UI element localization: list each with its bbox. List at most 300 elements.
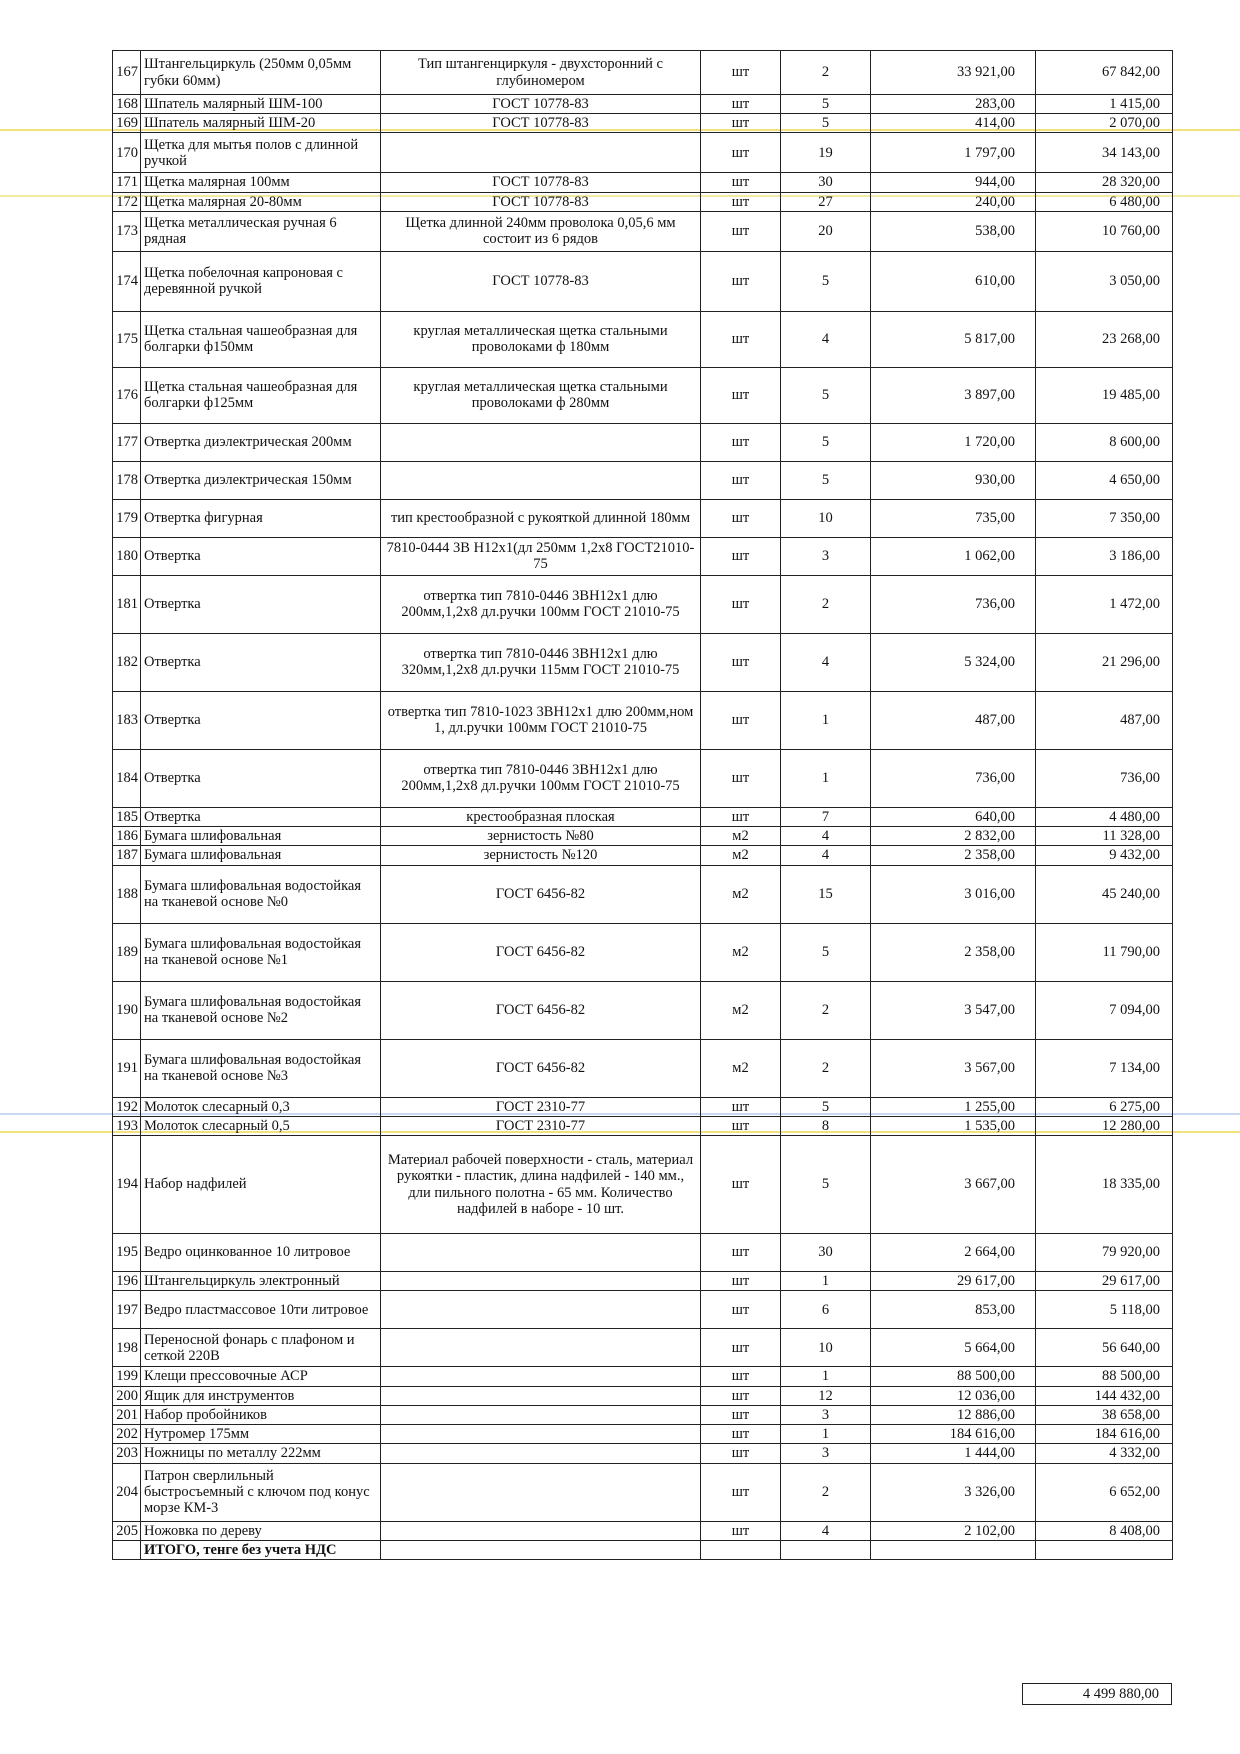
row-number: 193 <box>113 1116 141 1135</box>
total-empty-cell <box>1036 1540 1173 1559</box>
item-price: 29 617,00 <box>871 1272 1036 1291</box>
table-row <box>113 1097 1173 1116</box>
item-price: 1 255,00 <box>871 1097 1036 1116</box>
item-name: Шпатель малярный ШМ-100 <box>141 95 381 114</box>
item-spec <box>381 1444 701 1463</box>
item-sum: 10 760,00 <box>1036 211 1173 251</box>
item-sum: 38 658,00 <box>1036 1405 1173 1424</box>
table-row <box>113 95 1173 114</box>
table-row <box>113 633 1173 691</box>
table-row <box>113 1463 1173 1521</box>
item-sum: 11 328,00 <box>1036 827 1173 846</box>
item-name: Ведро пластмассовое 10ти литровое <box>141 1291 381 1329</box>
row-number: 190 <box>113 981 141 1039</box>
item-quantity: 6 <box>781 1291 871 1329</box>
item-spec: ГОСТ 10778-83 <box>381 95 701 114</box>
item-quantity: 5 <box>781 367 871 423</box>
row-number: 177 <box>113 423 141 461</box>
item-spec <box>381 461 701 499</box>
item-spec <box>381 1367 701 1386</box>
item-spec <box>381 1329 701 1367</box>
row-number: 181 <box>113 575 141 633</box>
item-unit: шт <box>701 1463 781 1521</box>
price-table <box>112 50 1173 1560</box>
item-name: Отвертка <box>141 691 381 749</box>
item-unit: шт <box>701 1116 781 1135</box>
item-name: Отвертка <box>141 749 381 807</box>
item-price: 538,00 <box>871 211 1036 251</box>
item-price: 3 326,00 <box>871 1463 1036 1521</box>
item-spec: ГОСТ 10778-83 <box>381 173 701 192</box>
item-unit: шт <box>701 1234 781 1272</box>
table-row <box>113 846 1173 865</box>
table-row <box>113 1272 1173 1291</box>
item-name: Отвертка диэлектрическая 200мм <box>141 423 381 461</box>
item-name: Ножницы по металлу 222мм <box>141 1444 381 1463</box>
table-row <box>113 1425 1173 1444</box>
item-spec: отвертка тип 7810-1023 3ВН12х1 длю 200мм,ном 1, дл.ручки 100мм ГОСТ 21010-75 <box>381 691 701 749</box>
item-spec: ГОСТ 6456-82 <box>381 981 701 1039</box>
item-sum: 7 134,00 <box>1036 1039 1173 1097</box>
total-label: ИТОГО, тенге без учета НДС <box>141 1540 381 1559</box>
item-quantity: 1 <box>781 749 871 807</box>
item-sum: 11 790,00 <box>1036 923 1173 981</box>
item-name: Щетка для мытья полов с длинной ручкой <box>141 133 381 173</box>
item-name: Щетка металлическая ручная 6 рядная <box>141 211 381 251</box>
row-number: 191 <box>113 1039 141 1097</box>
item-quantity: 5 <box>781 423 871 461</box>
item-price: 736,00 <box>871 749 1036 807</box>
item-name: Отвертка <box>141 633 381 691</box>
item-price: 3 567,00 <box>871 1039 1036 1097</box>
item-spec <box>381 1521 701 1540</box>
item-price: 1 535,00 <box>871 1116 1036 1135</box>
item-unit: шт <box>701 633 781 691</box>
item-unit: шт <box>701 423 781 461</box>
item-sum: 3 186,00 <box>1036 537 1173 575</box>
item-price: 184 616,00 <box>871 1425 1036 1444</box>
table-row <box>113 114 1173 133</box>
item-sum: 7 094,00 <box>1036 981 1173 1039</box>
grand-total-value: 4 499 880,00 <box>1022 1683 1172 1705</box>
table-row <box>113 807 1173 826</box>
item-quantity: 4 <box>781 1521 871 1540</box>
item-name: Отвертка <box>141 537 381 575</box>
row-number: 167 <box>113 51 141 95</box>
item-spec: ГОСТ 6456-82 <box>381 865 701 923</box>
item-unit: шт <box>701 133 781 173</box>
item-price: 2 358,00 <box>871 846 1036 865</box>
item-unit: шт <box>701 1136 781 1234</box>
table-row <box>113 251 1173 311</box>
item-quantity: 3 <box>781 1444 871 1463</box>
item-quantity: 1 <box>781 1425 871 1444</box>
item-quantity: 5 <box>781 114 871 133</box>
row-number: 173 <box>113 211 141 251</box>
table-row <box>113 461 1173 499</box>
item-unit: шт <box>701 211 781 251</box>
item-price: 3 897,00 <box>871 367 1036 423</box>
item-quantity: 4 <box>781 311 871 367</box>
row-number: 196 <box>113 1272 141 1291</box>
row-number: 205 <box>113 1521 141 1540</box>
table-row <box>113 981 1173 1039</box>
table-row <box>113 192 1173 211</box>
item-price: 2 358,00 <box>871 923 1036 981</box>
item-spec <box>381 1291 701 1329</box>
item-name: Бумага шлифовальная водостойкая на тканевой основе №1 <box>141 923 381 981</box>
table-row <box>113 1405 1173 1424</box>
item-quantity: 3 <box>781 1405 871 1424</box>
item-sum: 8 408,00 <box>1036 1521 1173 1540</box>
item-spec: ГОСТ 10778-83 <box>381 251 701 311</box>
row-number: 200 <box>113 1386 141 1405</box>
item-unit: шт <box>701 251 781 311</box>
item-unit: м2 <box>701 846 781 865</box>
item-unit: шт <box>701 1272 781 1291</box>
item-name: Бумага шлифовальная <box>141 846 381 865</box>
item-unit: шт <box>701 749 781 807</box>
table-row <box>113 1444 1173 1463</box>
row-number: 182 <box>113 633 141 691</box>
item-name: Отвертка фигурная <box>141 499 381 537</box>
price-table-body <box>113 51 1173 1560</box>
item-unit: шт <box>701 537 781 575</box>
item-sum: 45 240,00 <box>1036 865 1173 923</box>
item-spec: крестообразная плоская <box>381 807 701 826</box>
item-spec <box>381 1386 701 1405</box>
item-name: Щетка малярная 20-80мм <box>141 192 381 211</box>
total-empty-cell <box>381 1540 701 1559</box>
item-quantity: 8 <box>781 1116 871 1135</box>
item-unit: м2 <box>701 923 781 981</box>
item-sum: 56 640,00 <box>1036 1329 1173 1367</box>
item-spec <box>381 1405 701 1424</box>
table-row <box>113 865 1173 923</box>
item-name: Патрон сверлильный быстросъемный с ключом под конус морзе КМ-3 <box>141 1463 381 1521</box>
item-price: 610,00 <box>871 251 1036 311</box>
table-row <box>113 423 1173 461</box>
item-sum: 79 920,00 <box>1036 1234 1173 1272</box>
row-number: 175 <box>113 311 141 367</box>
item-sum: 184 616,00 <box>1036 1425 1173 1444</box>
row-number: 170 <box>113 133 141 173</box>
item-price: 414,00 <box>871 114 1036 133</box>
item-price: 735,00 <box>871 499 1036 537</box>
item-spec: ГОСТ 2310-77 <box>381 1097 701 1116</box>
item-price: 640,00 <box>871 807 1036 826</box>
item-name: Ведро оцинкованное 10 литровое <box>141 1234 381 1272</box>
item-sum: 9 432,00 <box>1036 846 1173 865</box>
row-number: 202 <box>113 1425 141 1444</box>
row-number: 178 <box>113 461 141 499</box>
item-unit: шт <box>701 461 781 499</box>
row-number: 187 <box>113 846 141 865</box>
item-quantity: 12 <box>781 1386 871 1405</box>
item-price: 5 817,00 <box>871 311 1036 367</box>
item-sum: 28 320,00 <box>1036 173 1173 192</box>
item-sum: 4 650,00 <box>1036 461 1173 499</box>
item-name: Щетка побелочная капроновая с деревянной ручкой <box>141 251 381 311</box>
item-price: 736,00 <box>871 575 1036 633</box>
item-quantity: 4 <box>781 827 871 846</box>
item-price: 5 664,00 <box>871 1329 1036 1367</box>
item-price: 3 667,00 <box>871 1136 1036 1234</box>
item-spec: Материал рабочей поверхности - сталь, материал рукоятки - пластик, длина надфилей - 140 мм., дли пильного полотна - 65 мм. Количество надфилей в наборе - 10 шт. <box>381 1136 701 1234</box>
item-name: Штангельциркуль электронный <box>141 1272 381 1291</box>
item-quantity: 3 <box>781 537 871 575</box>
table-row <box>113 499 1173 537</box>
row-number: 172 <box>113 192 141 211</box>
table-row <box>113 1367 1173 1386</box>
item-unit: шт <box>701 192 781 211</box>
item-quantity: 10 <box>781 499 871 537</box>
item-spec <box>381 423 701 461</box>
item-quantity: 1 <box>781 1272 871 1291</box>
row-number: 201 <box>113 1405 141 1424</box>
total-empty-cell <box>781 1540 871 1559</box>
item-price: 3 016,00 <box>871 865 1036 923</box>
item-price: 930,00 <box>871 461 1036 499</box>
row-number: 183 <box>113 691 141 749</box>
item-price: 240,00 <box>871 192 1036 211</box>
item-spec: ГОСТ 10778-83 <box>381 192 701 211</box>
item-unit: шт <box>701 1444 781 1463</box>
table-row <box>113 923 1173 981</box>
row-number: 204 <box>113 1463 141 1521</box>
item-spec: зернистость №80 <box>381 827 701 846</box>
item-price: 1 444,00 <box>871 1444 1036 1463</box>
item-price: 1 720,00 <box>871 423 1036 461</box>
item-spec: зернистость №120 <box>381 846 701 865</box>
item-quantity: 2 <box>781 981 871 1039</box>
item-spec: круглая металлическая щетка стальными проволоками ф 280мм <box>381 367 701 423</box>
item-price: 12 886,00 <box>871 1405 1036 1424</box>
item-price: 944,00 <box>871 173 1036 192</box>
row-number: 169 <box>113 114 141 133</box>
table-row <box>113 367 1173 423</box>
table-row <box>113 1329 1173 1367</box>
item-sum: 18 335,00 <box>1036 1136 1173 1234</box>
item-quantity: 10 <box>781 1329 871 1367</box>
item-sum: 7 350,00 <box>1036 499 1173 537</box>
table-row <box>113 211 1173 251</box>
item-name: Переносной фонарь с плафоном и сеткой 220В <box>141 1329 381 1367</box>
item-unit: м2 <box>701 981 781 1039</box>
item-spec <box>381 1272 701 1291</box>
item-unit: шт <box>701 51 781 95</box>
item-quantity: 5 <box>781 1097 871 1116</box>
table-row <box>113 1291 1173 1329</box>
table-row <box>113 311 1173 367</box>
item-price: 12 036,00 <box>871 1386 1036 1405</box>
item-sum: 1 472,00 <box>1036 575 1173 633</box>
item-name: Отвертка <box>141 575 381 633</box>
item-spec <box>381 1234 701 1272</box>
item-spec: ГОСТ 10778-83 <box>381 114 701 133</box>
item-spec: отвертка тип 7810-0446 3ВН12х1 длю 200мм,1,2х8 дл.ручки 100мм ГОСТ 21010-75 <box>381 575 701 633</box>
item-sum: 6 275,00 <box>1036 1097 1173 1116</box>
item-sum: 2 070,00 <box>1036 114 1173 133</box>
item-price: 487,00 <box>871 691 1036 749</box>
item-unit: шт <box>701 95 781 114</box>
table-row <box>113 51 1173 95</box>
item-unit: шт <box>701 1386 781 1405</box>
row-number: 184 <box>113 749 141 807</box>
item-name: Штангельциркуль (250мм 0,05мм губки 60мм) <box>141 51 381 95</box>
item-name: Набор надфилей <box>141 1136 381 1234</box>
item-sum: 67 842,00 <box>1036 51 1173 95</box>
item-unit: шт <box>701 1425 781 1444</box>
total-empty-cell <box>871 1540 1036 1559</box>
item-sum: 3 050,00 <box>1036 251 1173 311</box>
item-spec: Щетка длинной 240мм проволока 0,05,6 мм состоит из 6 рядов <box>381 211 701 251</box>
item-spec: ГОСТ 6456-82 <box>381 1039 701 1097</box>
item-name: Молоток слесарный 0,5 <box>141 1116 381 1135</box>
item-name: Бумага шлифовальная <box>141 827 381 846</box>
row-number: 168 <box>113 95 141 114</box>
item-sum: 1 415,00 <box>1036 95 1173 114</box>
item-spec: Тип штангенциркуля - двухсторонний с глубиномером <box>381 51 701 95</box>
item-sum: 736,00 <box>1036 749 1173 807</box>
item-name: Щетка стальная чашеобразная для болгарки ф125мм <box>141 367 381 423</box>
item-spec <box>381 133 701 173</box>
table-row <box>113 1521 1173 1540</box>
row-number: 199 <box>113 1367 141 1386</box>
row-number: 194 <box>113 1136 141 1234</box>
table-row <box>113 749 1173 807</box>
item-sum: 144 432,00 <box>1036 1386 1173 1405</box>
item-quantity: 27 <box>781 192 871 211</box>
item-unit: шт <box>701 1521 781 1540</box>
item-price: 33 921,00 <box>871 51 1036 95</box>
row-number: 195 <box>113 1234 141 1272</box>
item-quantity: 30 <box>781 173 871 192</box>
row-number: 179 <box>113 499 141 537</box>
item-name: Отвертка <box>141 807 381 826</box>
item-quantity: 5 <box>781 251 871 311</box>
item-unit: м2 <box>701 1039 781 1097</box>
table-row <box>113 133 1173 173</box>
item-quantity: 1 <box>781 1367 871 1386</box>
item-spec: тип крестообразной с рукояткой длинной 180мм <box>381 499 701 537</box>
item-quantity: 15 <box>781 865 871 923</box>
item-quantity: 19 <box>781 133 871 173</box>
item-name: Молоток слесарный 0,3 <box>141 1097 381 1116</box>
item-name: Щетка стальная чашеобразная для болгарки ф150мм <box>141 311 381 367</box>
item-sum: 29 617,00 <box>1036 1272 1173 1291</box>
item-quantity: 2 <box>781 1463 871 1521</box>
item-unit: м2 <box>701 865 781 923</box>
item-sum: 4 480,00 <box>1036 807 1173 826</box>
row-number: 189 <box>113 923 141 981</box>
item-unit: шт <box>701 173 781 192</box>
table-row <box>113 691 1173 749</box>
item-name: Ножовка по дереву <box>141 1521 381 1540</box>
item-unit: шт <box>701 1097 781 1116</box>
item-quantity: 5 <box>781 95 871 114</box>
item-spec: ГОСТ 6456-82 <box>381 923 701 981</box>
item-quantity: 2 <box>781 575 871 633</box>
item-spec: отвертка тип 7810-0446 3ВН12х1 длю 200мм,1,2х8 дл.ручки 100мм ГОСТ 21010-75 <box>381 749 701 807</box>
item-quantity: 5 <box>781 1136 871 1234</box>
item-spec: круглая металлическая щетка стальными проволоками ф 180мм <box>381 311 701 367</box>
item-name: Отвертка диэлектрическая 150мм <box>141 461 381 499</box>
item-sum: 12 280,00 <box>1036 1116 1173 1135</box>
item-price: 853,00 <box>871 1291 1036 1329</box>
item-sum: 34 143,00 <box>1036 133 1173 173</box>
item-price: 3 547,00 <box>871 981 1036 1039</box>
item-quantity: 2 <box>781 51 871 95</box>
item-sum: 4 332,00 <box>1036 1444 1173 1463</box>
total-empty-cell <box>113 1540 141 1559</box>
item-sum: 88 500,00 <box>1036 1367 1173 1386</box>
table-row <box>113 1234 1173 1272</box>
row-number: 176 <box>113 367 141 423</box>
item-spec: 7810-0444 3В Н12х1(дл 250мм 1,2х8 ГОСТ21010-75 <box>381 537 701 575</box>
item-unit: шт <box>701 367 781 423</box>
item-sum: 487,00 <box>1036 691 1173 749</box>
total-empty-cell <box>701 1540 781 1559</box>
item-spec <box>381 1463 701 1521</box>
table-row <box>113 575 1173 633</box>
item-price: 1 062,00 <box>871 537 1036 575</box>
table-row <box>113 1386 1173 1405</box>
item-quantity: 4 <box>781 633 871 691</box>
table-row <box>113 173 1173 192</box>
row-number: 203 <box>113 1444 141 1463</box>
item-sum: 19 485,00 <box>1036 367 1173 423</box>
item-price: 283,00 <box>871 95 1036 114</box>
table-row <box>113 537 1173 575</box>
item-quantity: 30 <box>781 1234 871 1272</box>
item-unit: шт <box>701 1291 781 1329</box>
row-number: 174 <box>113 251 141 311</box>
item-quantity: 20 <box>781 211 871 251</box>
item-name: Набор пробойников <box>141 1405 381 1424</box>
row-number: 171 <box>113 173 141 192</box>
table-row <box>113 1039 1173 1097</box>
item-unit: шт <box>701 114 781 133</box>
item-name: Клещи прессовочные АСР <box>141 1367 381 1386</box>
item-price: 2 832,00 <box>871 827 1036 846</box>
item-name: Щетка малярная 100мм <box>141 173 381 192</box>
item-unit: шт <box>701 311 781 367</box>
row-number: 185 <box>113 807 141 826</box>
item-name: Бумага шлифовальная водостойкая на тканевой основе №3 <box>141 1039 381 1097</box>
item-price: 5 324,00 <box>871 633 1036 691</box>
item-sum: 6 652,00 <box>1036 1463 1173 1521</box>
item-price: 2 664,00 <box>871 1234 1036 1272</box>
item-unit: шт <box>701 807 781 826</box>
item-name: Бумага шлифовальная водостойкая на тканевой основе №2 <box>141 981 381 1039</box>
total-row <box>113 1540 1173 1559</box>
item-spec <box>381 1425 701 1444</box>
item-quantity: 7 <box>781 807 871 826</box>
table-row <box>113 1136 1173 1234</box>
item-quantity: 4 <box>781 846 871 865</box>
row-number: 198 <box>113 1329 141 1367</box>
item-unit: м2 <box>701 827 781 846</box>
item-price: 2 102,00 <box>871 1521 1036 1540</box>
row-number: 186 <box>113 827 141 846</box>
item-spec: отвертка тип 7810-0446 3ВН12х1 длю 320мм,1,2х8 дл.ручки 115мм ГОСТ 21010-75 <box>381 633 701 691</box>
item-sum: 23 268,00 <box>1036 311 1173 367</box>
item-sum: 8 600,00 <box>1036 423 1173 461</box>
item-price: 88 500,00 <box>871 1367 1036 1386</box>
item-spec: ГОСТ 2310-77 <box>381 1116 701 1135</box>
item-sum: 6 480,00 <box>1036 192 1173 211</box>
